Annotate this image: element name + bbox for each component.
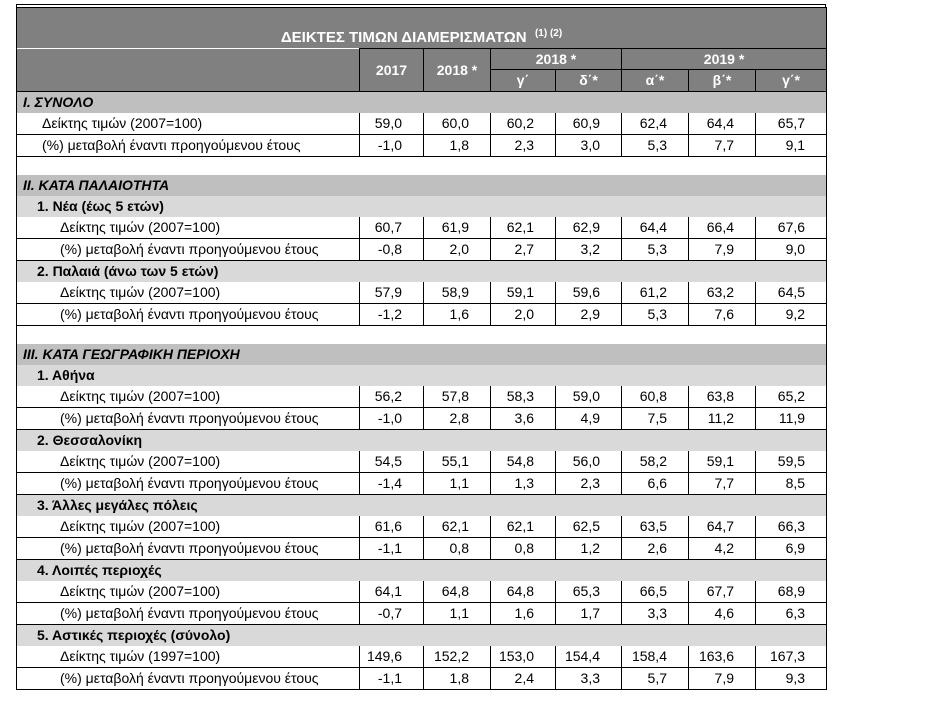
value-cell: 54,8 — [491, 451, 556, 473]
value-cell: 58,2 — [622, 451, 689, 473]
value-cell: 60,7 — [360, 217, 424, 239]
section-label: Ι. ΣΥΝΟΛΟ — [17, 91, 827, 113]
value-cell: 9,1 — [756, 134, 827, 156]
value-cell: 7,9 — [689, 667, 756, 689]
spacer-cell — [17, 156, 360, 175]
value-cell: 0,8 — [424, 537, 491, 559]
value-cell: 9,2 — [756, 303, 827, 325]
value-cell: 59,0 — [556, 386, 622, 408]
value-cell: 3,3 — [622, 602, 689, 624]
value-cell: -1,2 — [360, 303, 424, 325]
value-cell: 3,0 — [556, 134, 622, 156]
table-row — [17, 537, 827, 559]
value-cell: 2,8 — [424, 407, 491, 429]
value-cell: 3,3 — [556, 667, 622, 689]
spacer-cell — [689, 156, 756, 175]
row-label: Δείκτης τιμών (2007=100) — [17, 581, 360, 603]
table-title-footnote: (1) (2) — [534, 28, 563, 39]
value-cell: -0,7 — [360, 602, 424, 624]
value-cell: 59,1 — [689, 451, 756, 473]
value-cell: 59,6 — [556, 282, 622, 304]
row-label: Δείκτης τιμών (2007=100) — [17, 113, 360, 135]
row-label: Δείκτης τιμών (2007=100) — [17, 386, 360, 408]
value-cell: 3,2 — [556, 238, 622, 260]
table-row — [17, 407, 827, 429]
value-cell: 1,8 — [424, 667, 491, 689]
value-cell: 65,7 — [756, 113, 827, 135]
value-cell: 2,4 — [491, 667, 556, 689]
value-cell: 2,6 — [622, 537, 689, 559]
value-cell: 163,6 — [689, 646, 756, 668]
value-cell: 7,7 — [689, 134, 756, 156]
col-group-2019: 2019 * — [622, 49, 827, 70]
subgroup-row — [17, 559, 827, 581]
spacer-cell — [689, 325, 756, 344]
value-cell: 1,6 — [491, 602, 556, 624]
header-blank-cell-2 — [17, 70, 360, 92]
section-row — [17, 91, 827, 113]
subgroup-row — [17, 365, 827, 386]
subgroup-row — [17, 260, 827, 282]
table-row — [17, 602, 827, 624]
section-row — [17, 344, 827, 365]
value-cell: 5,3 — [622, 238, 689, 260]
value-cell: 64,7 — [689, 516, 756, 538]
header-blank-cell — [17, 49, 360, 70]
spacer-cell — [756, 156, 827, 175]
value-cell: 66,5 — [622, 581, 689, 603]
value-cell: 58,9 — [424, 282, 491, 304]
value-cell: 4,6 — [689, 602, 756, 624]
value-cell: -1,4 — [360, 472, 424, 494]
table-row — [17, 113, 827, 135]
spacer-cell — [756, 325, 827, 344]
row-label: Δείκτης τιμών (2007=100) — [17, 516, 360, 538]
col-header-2018-label: 2018 * — [436, 61, 478, 78]
value-cell: -0,8 — [360, 238, 424, 260]
value-cell: -1,1 — [360, 537, 424, 559]
table-title: ΔΕΙΚΤΕΣ ΤΙΜΩΝ ΔΙΑΜΕΡΙΣΜΑΤΩΝ — [280, 29, 527, 46]
value-cell: 2,7 — [491, 238, 556, 260]
col-group-2018: 2018 * — [491, 49, 622, 70]
table-header — [17, 8, 827, 92]
value-cell: 7,9 — [689, 238, 756, 260]
col-header-2018 — [424, 49, 491, 92]
row-label: (%) μεταβολή έναντι προηγούμενου έτους — [17, 667, 360, 689]
value-cell: 60,8 — [622, 386, 689, 408]
table-row — [17, 667, 827, 689]
value-cell: 9,0 — [756, 238, 827, 260]
value-cell: 8,5 — [756, 472, 827, 494]
value-cell: 61,2 — [622, 282, 689, 304]
value-cell: 11,9 — [756, 407, 827, 429]
value-cell: 57,9 — [360, 282, 424, 304]
value-cell: 4,9 — [556, 407, 622, 429]
value-cell: 54,5 — [360, 451, 424, 473]
value-cell: 68,9 — [756, 581, 827, 603]
subgroup-label: 3. Άλλες μεγάλες πόλεις — [17, 494, 827, 516]
row-label: (%) μεταβολή έναντι προηγούμενου έτους — [17, 602, 360, 624]
spacer-cell — [424, 156, 491, 175]
value-cell: 6,3 — [756, 602, 827, 624]
spacer-row — [17, 325, 827, 344]
table-row — [17, 386, 827, 408]
row-label: Δείκτης τιμών (2007=100) — [17, 282, 360, 304]
value-cell: 6,9 — [756, 537, 827, 559]
value-cell: 62,1 — [424, 516, 491, 538]
spacer-cell — [360, 325, 424, 344]
value-cell: 62,1 — [491, 217, 556, 239]
col-header-2017: 2017 — [360, 49, 424, 92]
table-body — [17, 91, 827, 689]
subgroup-label: 1. Νέα (έως 5 ετών) — [17, 196, 827, 217]
value-cell: 63,2 — [689, 282, 756, 304]
value-cell: 63,8 — [689, 386, 756, 408]
value-cell: 1,1 — [424, 602, 491, 624]
value-cell: 1,1 — [424, 472, 491, 494]
value-cell: 167,3 — [756, 646, 827, 668]
section-row — [17, 175, 827, 196]
row-label: (%) μεταβολή έναντι προηγούμενου έτους — [17, 134, 360, 156]
subgroup-label: 5. Αστικές περιοχές (σύνολο) — [17, 624, 827, 646]
value-cell: 6,6 — [622, 472, 689, 494]
value-cell: 63,5 — [622, 516, 689, 538]
spacer-cell — [424, 325, 491, 344]
spacer-cell — [556, 325, 622, 344]
table-row — [17, 472, 827, 494]
subgroup-label: 2. Παλαιά (άνω των 5 ετών) — [17, 260, 827, 282]
row-label: Δείκτης τιμών (2007=100) — [17, 217, 360, 239]
spacer-cell — [360, 156, 424, 175]
value-cell: 64,8 — [424, 581, 491, 603]
value-cell: 9,3 — [756, 667, 827, 689]
value-cell: 154,4 — [556, 646, 622, 668]
subgroup-row — [17, 494, 827, 516]
col-header-q3-2019: γ΄* — [756, 70, 827, 92]
value-cell: 158,4 — [622, 646, 689, 668]
value-cell: 61,9 — [424, 217, 491, 239]
value-cell: 1,7 — [556, 602, 622, 624]
value-cell: 7,7 — [689, 472, 756, 494]
value-cell: 4,2 — [689, 537, 756, 559]
value-cell: 62,5 — [556, 516, 622, 538]
table-row — [17, 646, 827, 668]
col-header-q4-2018: δ΄* — [556, 70, 622, 92]
value-cell: 62,1 — [491, 516, 556, 538]
value-cell: 11,2 — [689, 407, 756, 429]
value-cell: 152,2 — [424, 646, 491, 668]
value-cell: -1,1 — [360, 667, 424, 689]
value-cell: 64,4 — [622, 217, 689, 239]
value-cell: 1,3 — [491, 472, 556, 494]
value-cell: 58,3 — [491, 386, 556, 408]
value-cell: 5,3 — [622, 134, 689, 156]
row-label: (%) μεταβολή έναντι προηγούμενου έτους — [17, 238, 360, 260]
row-label: (%) μεταβολή έναντι προηγούμενου έτους — [17, 407, 360, 429]
spacer-cell — [17, 325, 360, 344]
table-row — [17, 217, 827, 239]
spacer-cell — [491, 156, 556, 175]
row-label: (%) μεταβολή έναντι προηγούμενου έτους — [17, 472, 360, 494]
value-cell: 1,6 — [424, 303, 491, 325]
table-row — [17, 134, 827, 156]
value-cell: 59,5 — [756, 451, 827, 473]
table-row — [17, 581, 827, 603]
table-row — [17, 451, 827, 473]
value-cell: 59,0 — [360, 113, 424, 135]
subgroup-label: 1. Αθήνα — [17, 365, 827, 386]
value-cell: 66,4 — [689, 217, 756, 239]
table-row — [17, 516, 827, 538]
value-cell: 67,6 — [756, 217, 827, 239]
value-cell: -1,0 — [360, 407, 424, 429]
value-cell: 2,3 — [556, 472, 622, 494]
value-cell: 7,6 — [689, 303, 756, 325]
value-cell: 66,3 — [756, 516, 827, 538]
value-cell: 153,0 — [491, 646, 556, 668]
value-cell: 65,3 — [556, 581, 622, 603]
table-title-cell — [17, 8, 827, 49]
spacer-cell — [491, 325, 556, 344]
value-cell: 64,5 — [756, 282, 827, 304]
table-row — [17, 303, 827, 325]
spacer-cell — [622, 325, 689, 344]
subgroup-row — [17, 624, 827, 646]
value-cell: 60,0 — [424, 113, 491, 135]
spacer-cell — [556, 156, 622, 175]
value-cell: 0,8 — [491, 537, 556, 559]
col-header-q2-2019: β΄* — [689, 70, 756, 92]
section-label: ΙΙ. ΚΑΤΑ ΠΑΛΑΙΟΤΗΤΑ — [17, 175, 827, 196]
value-cell: -1,0 — [360, 134, 424, 156]
value-cell: 7,5 — [622, 407, 689, 429]
value-cell: 2,3 — [491, 134, 556, 156]
value-cell: 60,2 — [491, 113, 556, 135]
value-cell: 1,8 — [424, 134, 491, 156]
value-cell: 62,9 — [556, 217, 622, 239]
value-cell: 3,6 — [491, 407, 556, 429]
value-cell: 64,8 — [491, 581, 556, 603]
price-index-sheet — [16, 4, 826, 690]
value-cell: 5,3 — [622, 303, 689, 325]
section-label: ΙΙΙ. ΚΑΤΑ ΓΕΩΓΡΑΦΙΚΗ ΠΕΡΙΟΧΗ — [17, 344, 827, 365]
spacer-cell — [622, 156, 689, 175]
value-cell: 62,4 — [622, 113, 689, 135]
row-label: Δείκτης τιμών (2007=100) — [17, 451, 360, 473]
value-cell: 5,7 — [622, 667, 689, 689]
table-row — [17, 282, 827, 304]
value-cell: 67,7 — [689, 581, 756, 603]
value-cell: 57,8 — [424, 386, 491, 408]
value-cell: 64,4 — [689, 113, 756, 135]
spacer-row — [17, 156, 827, 175]
subgroup-label: 4. Λοιπές περιοχές — [17, 559, 827, 581]
value-cell: 61,6 — [360, 516, 424, 538]
value-cell: 64,1 — [360, 581, 424, 603]
subgroup-row — [17, 196, 827, 217]
subgroup-row — [17, 429, 827, 451]
apartment-price-index-table — [16, 7, 827, 690]
col-header-q3-2018: γ΄ — [491, 70, 556, 92]
value-cell: 1,2 — [556, 537, 622, 559]
value-cell: 55,1 — [424, 451, 491, 473]
row-label: Δείκτης τιμών (1997=100) — [17, 646, 360, 668]
value-cell: 65,2 — [756, 386, 827, 408]
col-header-q1-2019: α΄* — [622, 70, 689, 92]
table-row — [17, 238, 827, 260]
row-label: (%) μεταβολή έναντι προηγούμενου έτους — [17, 537, 360, 559]
value-cell: 60,9 — [556, 113, 622, 135]
row-label: (%) μεταβολή έναντι προηγούμενου έτους — [17, 303, 360, 325]
value-cell: 56,0 — [556, 451, 622, 473]
subgroup-label: 2. Θεσσαλονίκη — [17, 429, 827, 451]
value-cell: 56,2 — [360, 386, 424, 408]
value-cell: 2,0 — [424, 238, 491, 260]
value-cell: 59,1 — [491, 282, 556, 304]
value-cell: 2,0 — [491, 303, 556, 325]
value-cell: 149,6 — [360, 646, 424, 668]
value-cell: 2,9 — [556, 303, 622, 325]
